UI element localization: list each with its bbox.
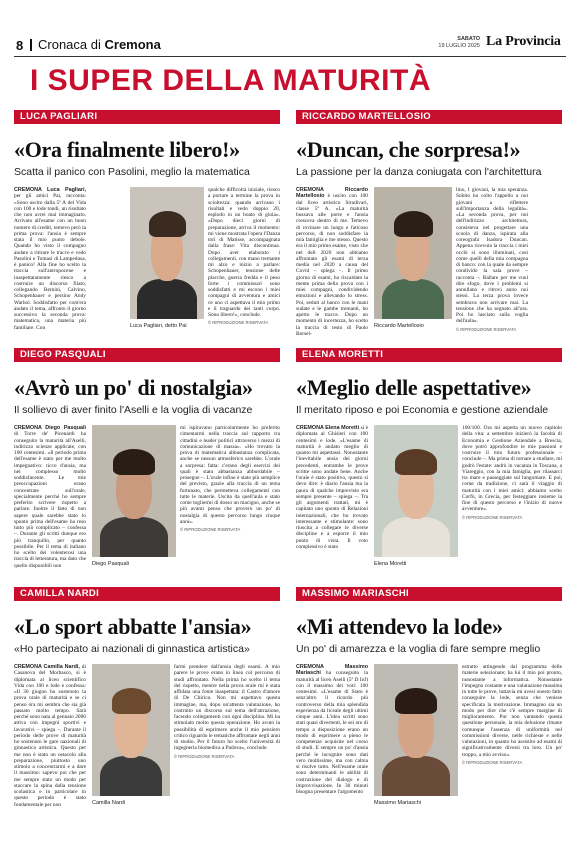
- section-city: Cremona: [104, 37, 161, 52]
- body-column-1: [14, 425, 86, 581]
- student-name-bar: RICCARDO MARTELLOSIO: [296, 110, 562, 124]
- article: [14, 348, 280, 581]
- photo-hair: [395, 688, 437, 714]
- dateline-city: CREMONA: [14, 664, 44, 670]
- section-name: [38, 37, 161, 52]
- photo-caption: Camilla Nardi: [92, 800, 126, 806]
- article-headline: «Avrò un po' di nostalgia»: [14, 375, 253, 400]
- photo-hair: [112, 688, 151, 714]
- body-column-1: [296, 664, 368, 820]
- student-name-bar: MASSIMO MARIASCHI: [296, 587, 562, 601]
- student-photo: [92, 425, 176, 557]
- article-subhead: Un po' di amarezza e la voglia di fare sempre meglio: [296, 643, 541, 655]
- dateline-student: Riccardo Martellosio: [296, 187, 368, 200]
- body-text-1: di Casanova del Morbasco, si è diplomata al liceo scientifico Vida con 100 e lode e confessa: «Il 30 giugno ho sostenuto la prova orale di maturità e se ci penso ora mi sembra che sia già passato molto tempo. Sarà perché sono nata al gennaio 2006 attiva con impegni sportivi e lavorativi – spiega –. Durante il periodo delle prove di maturità ho sostenuto le gare nazionali di ginnastica artistica. Questo per me non è stato un ostacolo alla preparazione, piuttosto uno stimolo a concentrarmi e a dare il massimo: sapevo poi che per me sempre stato un modo per staccare la spina dalla tensione scolastica e in particolare in questo periodo è stato fondamentale per non: [14, 664, 86, 808]
- article: [296, 110, 562, 343]
- photo-shoulders: [382, 756, 449, 796]
- header-rule: [14, 56, 566, 57]
- photo-hair: [113, 449, 155, 475]
- body-text-1: è uscito con 100 dal liceo artistico Stradivari, classe 5ª A. «La maturità bussava alle porte e l'ansia cresceva dentro di me. Temevo di rovinare un lungo e faticoso percorso, di non soddisfare la mia famiglia e me stesso. Questo era il mio primo esame, visto che nel dell 2020 non abbiamo affrontato gli esami di terza media nel 2020 a causa del Covid – spiega –. Il primo giorno di esami, ho riscaldato la mente prima della prova con i miei compagni, condividendo emozioni e allevando lo stress. Poi, seduti al banco con le mani sudate e le gambe tremanti, ho aperto le tracce. Dopo un momento di incertezza, ho scelto la traccia di testo di Paolo Borsel-: [296, 193, 368, 337]
- student-name-bar: CAMILLA NARDI: [14, 587, 280, 601]
- page-number-divider: [30, 39, 32, 51]
- body-column-2: [208, 187, 280, 343]
- article-subhead: La passione per la danza coniugata con l'architettura: [296, 166, 542, 178]
- student-photo: [130, 187, 204, 319]
- dateline-student: Elena Moretti: [325, 425, 361, 431]
- article-body: [14, 187, 280, 343]
- body-column-1: [14, 664, 86, 820]
- photo-caption: Diego Pasquali: [92, 561, 129, 567]
- article-subhead: Il sollievo di aver finito l'Aselli e la voglia di vacanze: [14, 404, 253, 416]
- body-text-2: 100/100. Ora mi aspetta un nuovo capitolo della vita: a settembre inizierò la facoltà di Economia e Gestione Aziendale a Brescia, dove potrò approfondire le mie passioni e costruire il mio futuro professionale – conclude –. Ma prima di tornare a studiare, mi godrò l'estate: andrò in vacanza in Toscana, a Viareggio, con la mia famiglia, per rilassarci tra mare e passeggiate sul lungomare. E poi, come da tradizione, ci sarà il viaggio di maturità con i miei amici: abbiamo scelto Corfù, in Grecia, per festeggiare insieme la fine di questo percorso e l'inizio di nuove avventure».: [462, 425, 562, 513]
- article: [296, 348, 562, 581]
- student-name-bar: ELENA MORETTI: [296, 348, 562, 362]
- issue-full-date: 19 LUGLIO 2025: [438, 43, 480, 49]
- masthead-logo: La Provincia: [486, 34, 561, 49]
- article-headline: «Lo sport abbatte l'ansia»: [14, 614, 252, 639]
- article-headline: «Mi attendevo la lode»: [296, 614, 503, 639]
- article-body: [14, 425, 280, 581]
- photo-hair: [395, 449, 437, 475]
- copyright-notice: © RIPRODUZIONE RISERVATA: [180, 527, 241, 532]
- body-column-2: [180, 425, 280, 581]
- student-photo: [92, 664, 170, 796]
- section-prefix: Cronaca di: [38, 37, 101, 52]
- photo-shoulders: [382, 279, 444, 319]
- dateline-city: CREMONA: [296, 187, 345, 193]
- student-name-bar: DIEGO PASQUALI: [14, 348, 280, 362]
- page-header: [0, 0, 580, 60]
- photo-shoulders: [100, 517, 167, 557]
- student-name-bar: LUCA PAGLIARI: [14, 110, 280, 124]
- dateline-city: CREMONA: [14, 187, 48, 193]
- student-photo: [374, 425, 458, 557]
- body-text-1: ha conseguito la maturità al liceo Aselli (5ª D Inf) con il massimo dei voti: 100 centesimi. «L'esame di Stato è senz'altro il ricordo più controverso della mia splendida esperienza da liceale degli ultimi cinque anni. L'idea scritti sono stati quasi divertenti, le sei ore di tempo a disposizione erano un modo di esprimere a pieno le competenze acquisite nel corso di studi. E sempre un po' d'ansia perché le incognite sono dati vero moltissime, ma con calma si risolve tutto. Nell'esame orale sono determinanti le abilità di costruzione del dialogo e di improvvisazione. In 30 minuti bisogna presentare l'argomento: [296, 670, 368, 795]
- page-title: I SUPER DELLA MATURITÀ: [30, 64, 431, 97]
- body-column-2: [456, 187, 528, 343]
- photo-shoulders: [137, 279, 196, 319]
- photo-shoulders: [382, 517, 449, 557]
- photo-caption: Luca Pagliari, detto Pai: [130, 323, 187, 329]
- article-subhead: Scatta il panico con Pasolini, meglio la matematica: [14, 166, 250, 178]
- photo-caption: Massimo Mariaschi: [374, 800, 422, 806]
- article-headline: «Duncan, che sorpresa!»: [296, 137, 521, 162]
- photo-shoulders: [100, 756, 162, 796]
- dateline-city: CREMONA: [296, 425, 326, 431]
- article-body: [296, 187, 562, 343]
- body-text-2: lino, I giovani, la mia speranza. Subito ho colto l'appello a noi giovani a riflettere sull'importanza della legalità». «La seconda prova, per noi dell'indirizzo architettura, consisteva nel progettare una scuola di danza, ispirata alla coreografa Isadora Duncan. Appena ricevuta la traccia i miei occhi si sono illuminati, così come quelli della mia compagna di banco: con la quale da sempre condivido la sala prove – racconta –. Ballare per me vuol dire sfogo, dove i problemi si annullano e ritrovi anno noi stessi. La terza prova invece sembrava non arrivare mai. La tensione che ha segnato all'ora. Poi ho lasciato sulla voglia dell'aula».: [456, 187, 528, 325]
- dateline-student: Diego Pasquali: [45, 425, 86, 431]
- article-subhead: «Ho partecipato ai nazionali di ginnastica artistica»: [14, 643, 250, 655]
- page-number: 8: [16, 38, 24, 53]
- dateline-student: Camilla Nardi,: [43, 664, 82, 670]
- body-text-1: per gli amici Pai, racconta: «Sono uscito dalla 5ª A del Vida con 100 e lode tondi, un risultato che non avrei mai immaginato. Arrivato all'esame con un buon numero di crediti, temevo però la prima prova: l'ansia è sempre stata il mio punto debole. Quando ho visto il compagno andare a ritirare le tracce e vedo Pasolini e Tomasi di Lampedusa, è panico! Alla fine ho scelto la traccia sull'antropocene e inaspettatamente riesco a costruire un discorso filato, collegando Bernini, Calvino, Schopenhauer e persino Andy Warhol. Soddisfatto per com'era andato il tema, affronto il giorno successivo la seconda prova: matematica, una materia più familiare. Con: [14, 193, 86, 331]
- body-text-2: qualche difficoltà iniziale, riesco a portare a termine la prova in scioltezza: quando arrivano i risultati e vedo doppio 20, esplodo in un boato di gioia». «Dopo dieci giorni di preparazione, arriva il momento: mi viene mostrata l'opera l'Danza tori di Matisse, accompagnata dalla frase: Vita discontinua. Dopo aver elaborato i collegamenti, con mano tremante mi alzo e inizio a parlare: Schopenhauer, tensione delle placche, guerra fredda e il peso forte: i commissari sono soddisfatti e mi escono i miei compagni di avventura e amici ce uno ci aspettava il mio primo e il traguardo dei tanti corpo. Sono libero!», conclude.: [208, 187, 280, 318]
- article-body: [296, 425, 562, 581]
- body-column-1: [14, 187, 86, 343]
- article: [14, 110, 280, 343]
- body-text-2: mi ispiravano particolarmente ho preferito cimentarmi nella traccia sul rapporto tra cittadini e leader politici attraverso i mezzi di comunicazione di massa». «Ho trovato la prova di matematica abbastanza complicata, anche se nessun atmosferico sarebbe. L'orale a sorpresa: fatta: c'erano degli esercizi dei quali è stato abbastanza abbordabile – prosegue –. L'orale infine è stato più semplice del previsto, grazie alla traccia di un tema fortunato, che permetteva collegamenti con tutte le materie. Uscito da quell'aula e stato come togliermi di dosso un macigno, anche se più avanti penso che proverò un po' di nostalgia di questo percorso lungo cinque anni».: [180, 425, 280, 525]
- photo-hair: [394, 211, 433, 237]
- dateline-student: Luca Pagliari,: [47, 187, 86, 193]
- body-text-2: farmi prendere dall'ansia degli esami. A mio parere le prove erano in linea col percorso di studi affrontato. Nella prima ho scelto il tema del rispetto, mentre nella prova orale mi è stata affidata una fonte inaspettata: il Castro d'amore di De Chirico. Non mi aspettavo questa immagine, ma, dopo un'attenta valutazione, ho costruito un discorso sul tema dell'attrazione, facendo collegamenti con ogni disciplina. Mi ha stimolato molto questa operazione. Ho avuto la possibilità di esprimere anche il mio pensiero critico riguardo le tematiche affrontate negli anni di studio. Per il futuro ho scelto l'università di ingegneria biomedica a Padova», conclude.: [174, 664, 280, 752]
- body-text-1: di Torre de' Picenardi ha conseguito la maturità all'Aselli, indirizzo scienze applicate, con 100 centesimi. «Il periodo prima dell'esame è stato per me molto impegnativo: ricco d'ansia, ma nel complesso molto soddisfacente. Le mie preoccupazioni erano concentrate sull'orale, specialmente perché ho sempre preferito scrivere rispetto a parlare. Inoltre il fatto di non sapere quale sarebbe stato lo spunto prima dell'esame ha reso tutto più complicato – confessa –. Durante gli scritti dunque ero più tranquillo, per quanto possibile. Per il tema di italiano ho scelto dei volenterosi una traccia di letteratura, ma dato che quello disponibili non: [14, 431, 86, 569]
- dateline-city: CREMONA: [296, 664, 345, 670]
- body-column-2: [174, 664, 280, 820]
- article-body: [14, 664, 280, 820]
- article-headline: «Meglio delle aspettative»: [296, 375, 532, 400]
- photo-caption: Riccardo Martellosio: [374, 323, 424, 329]
- photo-caption: Elena Moretti: [374, 561, 407, 567]
- copyright-notice: © RIPRODUZIONE RISERVATA: [456, 326, 517, 332]
- article: [14, 587, 280, 820]
- body-text-1: si è diplomata al Ghisleri con 100 centesimi e lode. «L'esame di maturità è andato meglio di quanto mi aspettassi. Nonostante l'inevitabile ansia dei giorni precedenti, entrambe le prove scritte sono andate bene. Anche l'orale è stato positivo, questo sì devo dire: è diario l'ansia ma la paura di qualche imprevisto era sempre presente – spiega –. Tra gli argomenti trattati, mi è capitato uno spunto di Relazioni internazionali, che ho trovato interessante e stimolante: sono riuscita a collegare le diverse discipline e a esporre il mio punto di vista. Il voto complessivo è stato: [296, 425, 368, 550]
- photo-hair: [149, 211, 186, 237]
- issue-date: [428, 36, 480, 50]
- article-subhead: Il meritato riposo e poi Economia e gestione aziendale: [296, 404, 549, 416]
- body-text-2: estratto attingendo dal programma delle materie selezionate; ha lui il mio poi pronto, nonostante a informatica. Nonostante l'impegno costante e una valutazione massima in tutte le prove, tuttavia mi avesi onesto fatto conseguire la lode, senza che venisse specificata la motivazione. Immagino sia un modo per dire che c'è sempre margine di miglioramento. Pur non vantando questa questione personale, la mia delusione rimane comunque l'assenza di uniformità nel commissioni diverse, nelle richieste e nelle valutazioni, in quanto ho assistito ad esami di significativamente diversi tra loro. Un po' troppo, a mio avviso».: [462, 664, 562, 758]
- body-column-1: [296, 187, 368, 343]
- copyright-notice: © RIPRODUZIONE RISERVATA: [174, 753, 235, 759]
- article-headline: «Ora finalmente libero!»: [14, 137, 240, 162]
- copyright-notice: © RIPRODUZIONE RISERVATA: [462, 514, 523, 520]
- article: [296, 587, 562, 820]
- student-photo: [374, 664, 458, 796]
- dateline-city: CREMONA: [14, 425, 46, 431]
- copyright-notice: © RIPRODUZIONE RISERVATA: [462, 759, 523, 765]
- copyright-notice: © RIPRODUZIONE RISERVATA: [208, 320, 269, 326]
- dateline-student: Massimo Mariaschi: [296, 664, 368, 677]
- body-column-2: [462, 664, 562, 820]
- article-body: [296, 664, 562, 820]
- body-column-2: [462, 425, 562, 581]
- issue-day: SABATO: [457, 36, 480, 42]
- body-column-1: [296, 425, 368, 581]
- student-photo: [374, 187, 452, 319]
